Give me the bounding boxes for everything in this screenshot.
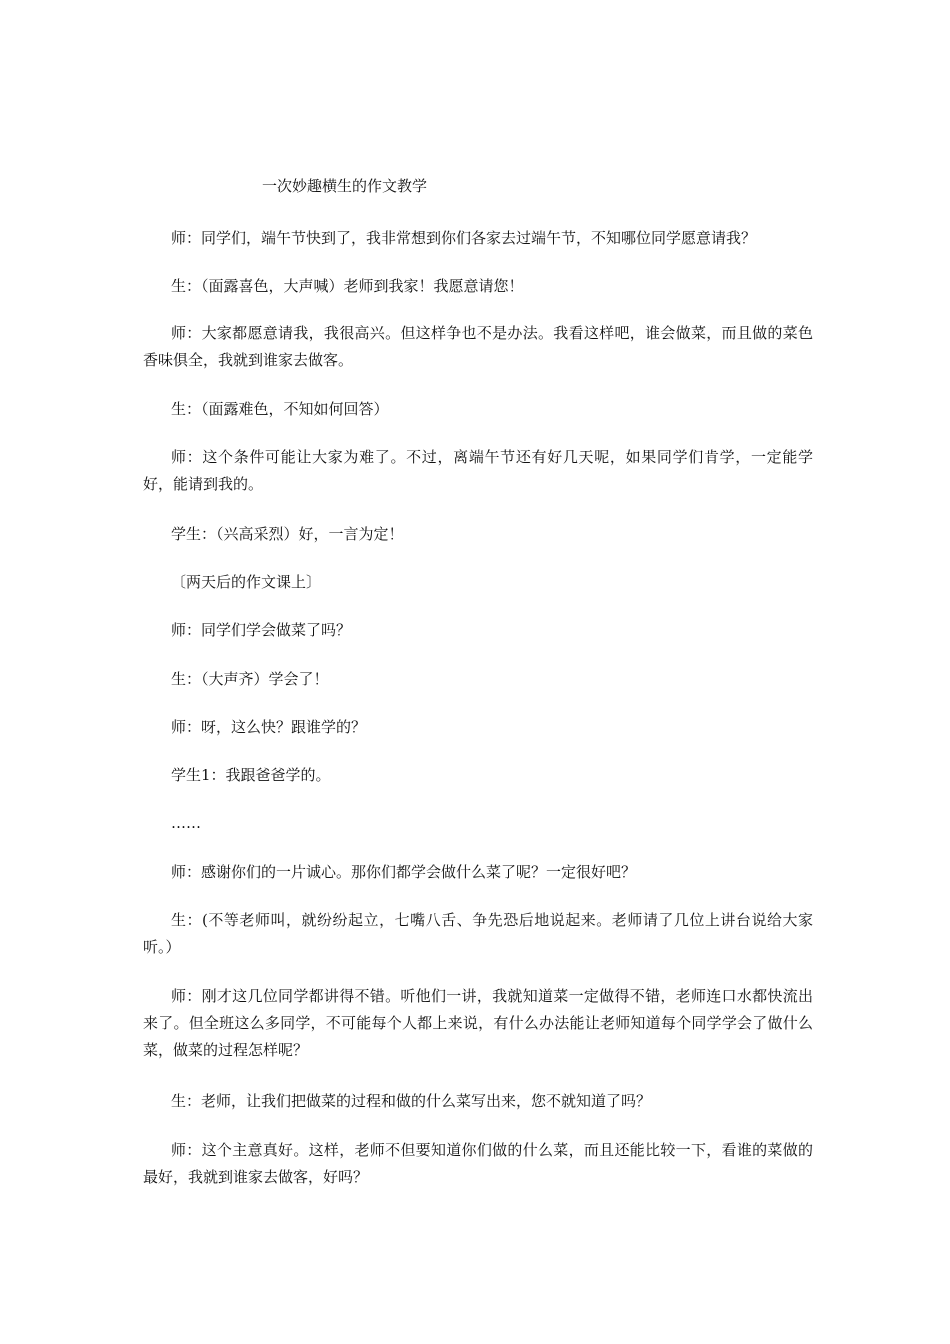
- paragraph: 学生：（兴高采烈）好，一言为定！: [171, 525, 404, 543]
- paragraph: 生：老师，让我们把做菜的过程和做的什么菜写出来，您不就知道了吗？: [171, 1092, 652, 1110]
- paragraph: 师：大家都愿意请我，我很高兴。但这样争也不是办法。我看这样吧，谁会做菜，而且做的菜色香味俱全，我就到谁家去做客。: [143, 324, 813, 369]
- paragraph: 生：（面露喜色，大声喊）老师到我家！我愿意请您！: [171, 277, 524, 295]
- paragraph: 师：这个主意真好。这样，老师不但要知道你们做的什么菜，而且还能比较一下，看谁的菜做的最好，我就到谁家去做客，好吗？: [143, 1141, 813, 1186]
- paragraph: 〔两天后的作文课上〕: [171, 573, 322, 591]
- paragraph: ……: [171, 814, 201, 832]
- document-title: 一次妙趣横生的作文教学: [262, 177, 428, 195]
- paragraph: 师：这个条件可能让大家为难了。不过，离端午节还有好几天呢，如果同学们肯学，一定能学好，能请到我的。: [143, 448, 813, 493]
- paragraph: 生：（大声齐）学会了！: [171, 670, 329, 688]
- paragraph: 师：同学们，端午节快到了，我非常想到你们各家去过端午节，不知哪位同学愿意请我？: [171, 229, 757, 247]
- paragraph: 师：刚才这几位同学都讲得不错。听他们一讲，我就知道菜一定做得不错，老师连口水都快流出来了。但全班这么多同学，不可能每个人都上来说，有什么办法能让老师知道每个同学学会了做什么菜，做菜的过程怎样呢？: [143, 987, 813, 1059]
- paragraph: 生：（面露难色，不知如何回答）: [171, 400, 389, 418]
- paragraph: 师：呀，这么快？跟谁学的？: [171, 718, 367, 736]
- paragraph: 生：(不等老师叫，就纷纷起立，七嘴八舌、争先恐后地说起来。老师请了几位上讲台说给大家听。）: [143, 911, 813, 956]
- paragraph: 学生1：我跟爸爸学的。: [171, 766, 331, 784]
- paragraph: 师：感谢你们的一片诚心。那你们都学会做什么菜了呢？一定很好吧？: [171, 863, 637, 881]
- paragraph: 师：同学们学会做菜了吗？: [171, 621, 352, 639]
